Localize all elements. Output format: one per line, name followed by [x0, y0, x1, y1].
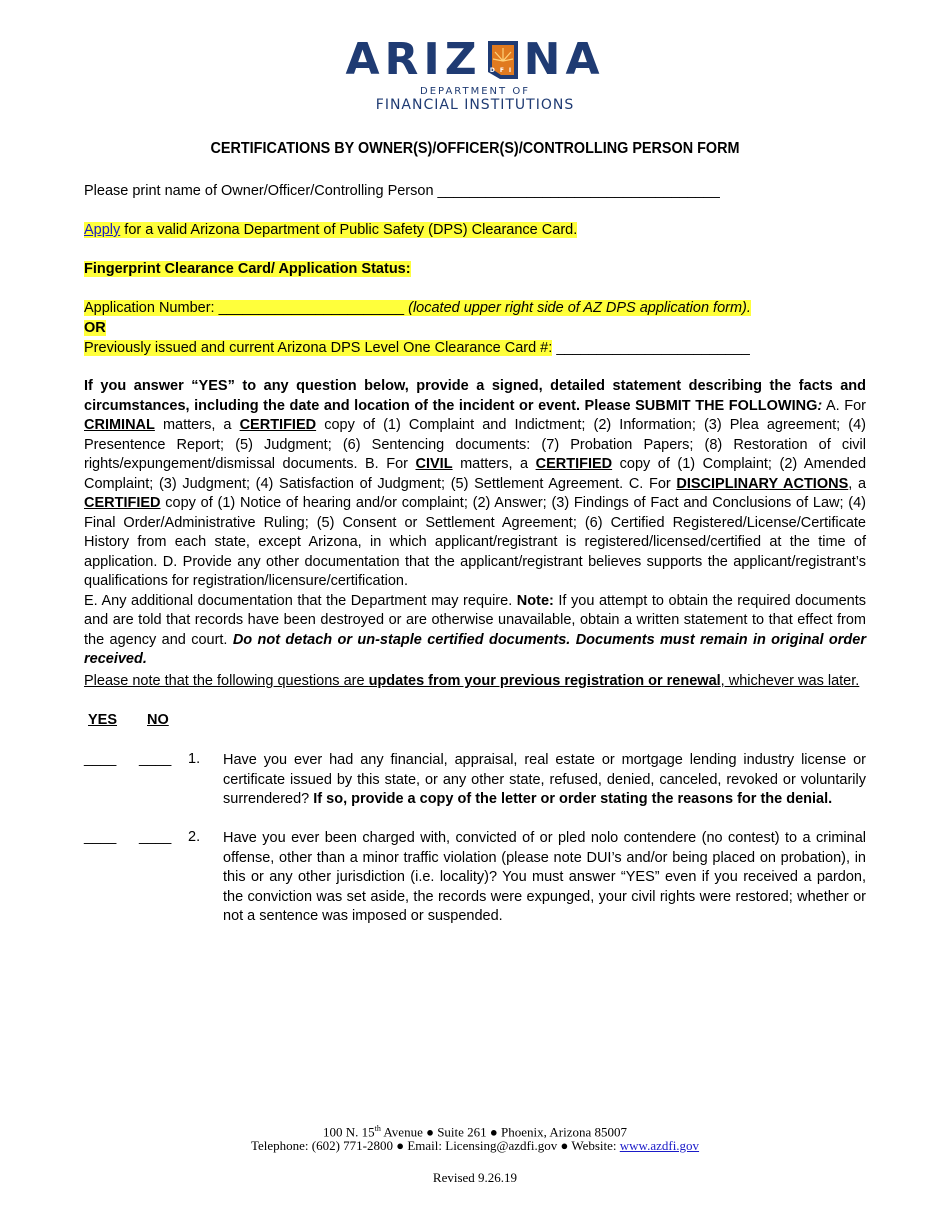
- instructions-lead: If you answer “YES” to any question below, provide a signed, detailed statement describing the facts and circumstances, including the date and location of the incident or event. Please SUBMIT THE FOLLOWING: [84, 378, 866, 414]
- or-row: [84, 319, 106, 339]
- logo-text-right: NA: [523, 34, 605, 85]
- q2-number: 2.: [188, 829, 201, 845]
- agency-logo: [0, 36, 950, 113]
- footer-contact: Telephone: (602) 771-2800 ● Email: Licensing@azdfi.gov ● Website: www.azdfi.gov: [250, 1138, 700, 1153]
- no-column-header: NO: [147, 712, 169, 728]
- status-heading-row: [84, 260, 411, 280]
- q1-text: Have you ever had any financial, appraisal, real estate or mortgage lending industry license or certificate issued by this state, or any other state, refused, denied, canceled, revoked or voluntarily surrendered? If so, provide a copy of the letter or order stating the reasons for the denial.: [223, 752, 866, 807]
- q2-text: Have you ever been charged with, convicted of or pled nolo contendere (no contest) to a criminal offense, other than a minor traffic violation (please note DUI’s and/or being placed on probation), in this or any other jurisdiction (i.e. locality)? You must answer “YES” even if you received a pardon, the conviction was set aside, the records were expunged, your civil rights were restored; whether or not a sentence was imposed or suspended.: [223, 830, 866, 924]
- logo-dept-line1: DEPARTMENT OF: [420, 86, 530, 97]
- revision-date: Revised 9.26.19: [432, 1170, 518, 1185]
- logo-wordmark: [345, 36, 604, 84]
- q2-no-blank[interactable]: ____: [139, 829, 172, 845]
- application-number-note: (located upper right side of AZ DPS application form).: [408, 300, 751, 316]
- apply-text: for a valid Arizona Department of Public Safety (DPS) Clearance Card.: [120, 222, 578, 238]
- logo-text-left: ARIZ: [345, 34, 482, 85]
- disciplinary-term: DISCIPLINARY ACTIONS: [676, 475, 849, 492]
- updates-note: Please note that the following questions are updates from your previous registration or renewal, whichever was later.: [84, 673, 860, 689]
- status-heading: Fingerprint Clearance Card/ Application Status:: [84, 261, 411, 277]
- previous-card-label: Previously issued and current Arizona DPS Level One Clearance Card #:: [84, 340, 553, 356]
- previous-card-row: [84, 339, 750, 359]
- note-label: Note:: [516, 592, 554, 609]
- logo-dept-line2: FINANCIAL INSTITUTIONS: [375, 97, 575, 113]
- application-number-label: Application Number:: [84, 300, 215, 316]
- q1-number: 1.: [188, 751, 201, 767]
- criminal-term: CRIMINAL: [84, 417, 155, 433]
- instructions-paragraph: If you answer “YES” to any question below, provide a signed, detailed statement describing the facts and circumstances, including the date and location of the incident or event. Please SUBMIT THE FOLLOWING: A. For CRIMINAL matters, a CERTIFIED copy of (1) Complaint and Indictment; (2) Information; (3) Plea agreement; (4) Presentence Report; (5) Judgment; (6) Sentencing documents: (7) Probation Papers; (8) Restoration of civil rights/expungement/dismissal documents. B. For CIVIL matters, a CERTIFIED copy of (1) Complaint; (2) Amended Complaint; (3) Judgment; (4) Satisfaction of Judgment; (5) Settlement Agreement. C. For DISCIPLINARY ACTIONS, a CERTIFIED copy of (1) Notice of hearing and/or complaint; (2) Answer; (3) Findings of Fact and Conclusions of Law; (4) Final Order/Administrative Ruling; (5) Consent or Settlement Agreement; (6) Certified Registered/License/Certificate History from each state, except Arizona, in which applicant/registrant is registered/licensed/certified at the time of application. D. Provide any other documentation that the applicant/registrant believes supports the applicant/registrant’s qualifications for registration/licensure/certification. E. Any additional documentation that the Department may require. Note: If you attempt to obtain the required documents and are told that records have been destroyed or are otherwise unavailable, obtain a written statement to that effect from the agency and court. Do not detach or un-staple certified documents. Documents must remain in original order received.: [84, 378, 867, 667]
- or-text: OR: [84, 320, 106, 336]
- name-field-row: [84, 182, 720, 202]
- website-link[interactable]: www.azdfi.gov: [619, 1138, 700, 1153]
- q1-no-blank[interactable]: ____: [139, 751, 172, 767]
- certified-term: CERTIFIED: [239, 417, 317, 433]
- form-title: CERTIFICATIONS BY OWNER(S)/OFFICER(S)/CONTROLLING PERSON FORM: [210, 140, 740, 157]
- name-field-blank[interactable]: ___________________________________: [437, 183, 720, 199]
- footer-address: 100 N. 15th Avenue ● Suite 261 ● Phoenix, Arizona 85007: [322, 1124, 628, 1140]
- q1-yes-blank[interactable]: ____: [84, 751, 117, 767]
- name-field-label: Please print name of Owner/Officer/Controlling Person: [84, 183, 434, 199]
- civil-term: CIVIL: [415, 456, 453, 472]
- application-number-blank[interactable]: _______________________: [218, 300, 405, 316]
- q2-yes-blank[interactable]: ____: [84, 829, 117, 845]
- application-number-row: [84, 299, 751, 319]
- yes-column-header: YES: [88, 712, 118, 728]
- apply-link[interactable]: Apply: [84, 222, 121, 238]
- note-emphasis: Do not detach or un-staple certified documents. Documents must remain in original order received.: [84, 631, 866, 667]
- logo-badge-text: DFI: [489, 67, 516, 74]
- arizona-state-icon: [486, 39, 520, 81]
- previous-card-blank[interactable]: ________________________: [556, 340, 750, 356]
- dps-apply-row: [84, 221, 577, 241]
